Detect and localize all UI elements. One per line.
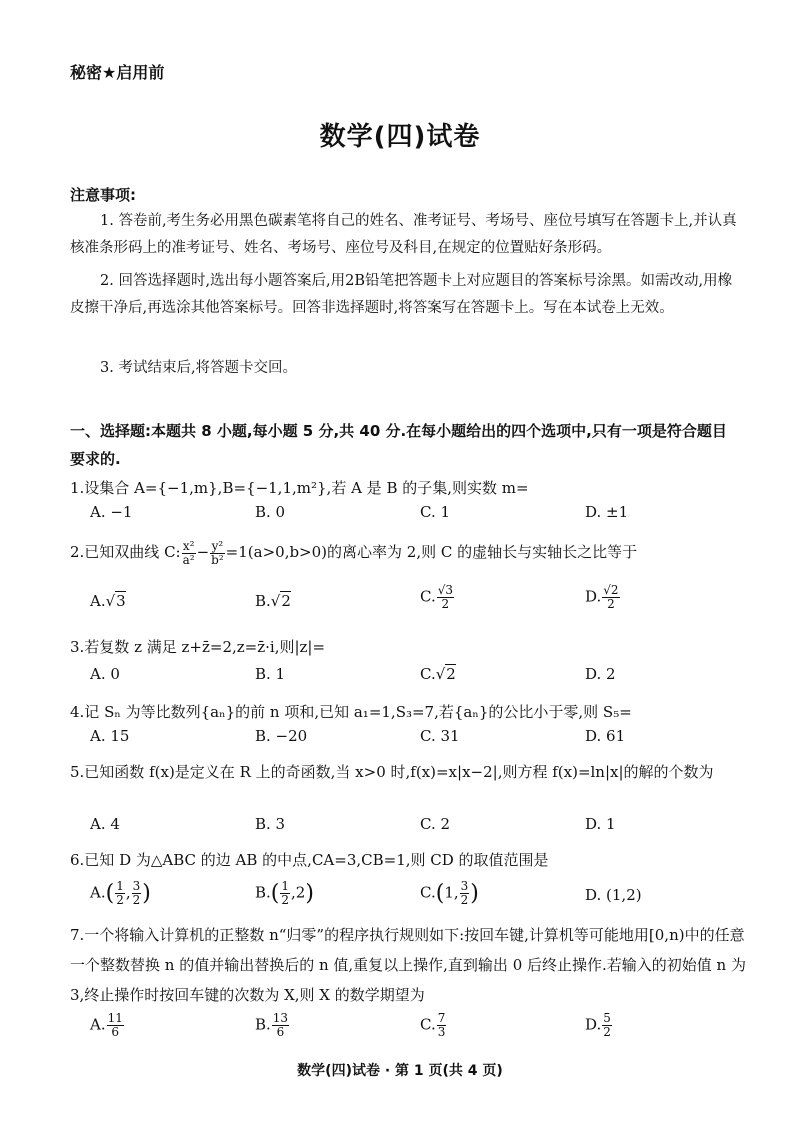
- q6-a-frac2: [132, 880, 142, 907]
- q6-c-head: 1,: [444, 883, 459, 902]
- q4-option-c: C. 31: [420, 727, 460, 745]
- q7-option-a: [90, 1012, 125, 1039]
- q2-b-sqrt: √: [270, 592, 281, 610]
- question-4-options: [90, 727, 750, 755]
- q6-a-f2-num: 3: [132, 879, 141, 893]
- q7-option-d: [585, 1012, 613, 1039]
- confidential-label: 秘密★启用前: [70, 63, 165, 82]
- q5-option-b: B. 3: [255, 815, 286, 833]
- q6-b-num: 1: [281, 879, 290, 893]
- q3-c-sqrt: √: [435, 665, 446, 683]
- q1-option-a: A. −1: [90, 503, 133, 521]
- q2-a-value: 3: [116, 592, 126, 610]
- question-5-options: [90, 815, 750, 843]
- q2-f2-den: b²: [211, 552, 224, 567]
- q7-a-den: 6: [111, 1025, 120, 1039]
- q2-f1-num: x²: [182, 538, 195, 553]
- q6-b-tail: ,2: [291, 883, 306, 902]
- question-6-stem: 6.已知 D 为△ABC 的边 AB 的中点,CA=3,CB=1,则 CD 的取值范围是: [70, 851, 549, 869]
- question-1-options: [90, 503, 750, 531]
- q2-f1-den: a²: [182, 552, 195, 567]
- q7-a-frac: [107, 1012, 124, 1039]
- q2-c-label: C.: [420, 587, 436, 606]
- q6-b-open: (: [270, 881, 280, 906]
- q6-option-b: [255, 880, 314, 907]
- q6-a-frac1: [115, 880, 125, 907]
- q3-c-label: C.: [420, 665, 436, 683]
- q2-d-num: √2: [603, 583, 619, 597]
- q6-c-frac: [460, 880, 470, 907]
- q7-a-label: A.: [90, 1015, 106, 1034]
- question-2-stem: [70, 538, 750, 567]
- q5-option-a: A. 4: [90, 815, 120, 833]
- q6-a-open: (: [105, 881, 115, 906]
- q6-a-comma: ,: [125, 883, 131, 902]
- q7-c-num: 7: [437, 1011, 446, 1025]
- q7-option-b: [255, 1012, 290, 1039]
- q2-fraction-y: [210, 540, 225, 567]
- page-footer: 数学(四)试卷 · 第 1 页(共 4 页): [297, 1063, 503, 1079]
- q3-option-d: D. 2: [585, 665, 616, 683]
- q7-c-label: C.: [420, 1015, 436, 1034]
- question-2-options: [90, 583, 750, 626]
- q2-b-value: 2: [281, 592, 291, 610]
- question-5-stem: 5.已知函数 f(x)是定义在 R 上的奇函数,当 x>0 时,f(x)=x|x−2|,则方程 f(x)=ln|x|的解的个数为: [70, 763, 714, 781]
- q6-a-f1-den: 2: [116, 893, 124, 907]
- q7-b-label: B.: [255, 1015, 271, 1034]
- q6-c-label: C.: [420, 883, 436, 902]
- q2-a-sqrt: √: [105, 592, 116, 610]
- q2-option-d: [585, 584, 621, 611]
- q6-c-den: 2: [460, 893, 469, 907]
- q4-option-d: D. 61: [585, 727, 626, 745]
- q2-d-den: 2: [607, 597, 615, 611]
- q6-a-close: ): [142, 881, 151, 906]
- question-6-options: [90, 880, 750, 914]
- q7-d-frac: [602, 1012, 612, 1039]
- q2-c-den: 2: [441, 597, 450, 611]
- q5-option-c: C. 2: [420, 815, 451, 833]
- q6-c-open: (: [435, 881, 445, 906]
- q1-option-c: C. 1: [420, 503, 451, 521]
- q2-minus: −: [196, 543, 210, 561]
- q2-d-fraction: [602, 584, 619, 611]
- q7-b-num: 13: [272, 1011, 289, 1025]
- q3-c-value: 2: [446, 665, 456, 683]
- q2-f2-num: y²: [211, 538, 224, 553]
- q6-c-num: 3: [460, 879, 469, 893]
- q2-option-b: [255, 592, 291, 610]
- q7-c-den: 3: [437, 1025, 446, 1039]
- q6-a-f1-num: 1: [116, 879, 124, 893]
- q3-option-a: A. 0: [90, 665, 120, 683]
- question-1-stem: 1.设集合 A={−1,m},B={−1,1,m²},若 A 是 B 的子集,则实数 m=: [70, 479, 529, 497]
- q7-c-frac: [437, 1012, 447, 1039]
- notice-item-2: 2. 回答选择题时,选出每小题答案后,用2B铅笔把答题卡上对应题目的答案标号涂黑。如需改动,用橡皮擦干净后,再选涂其他答案标号。回答非选择题时,将答案写在答题卡上。写在本试卷上无效。: [70, 273, 733, 316]
- q6-option-d: D. (1,2): [585, 886, 642, 904]
- q5-option-d: D. 1: [585, 815, 616, 833]
- q2-fraction-x: [182, 540, 196, 567]
- notice-item-3: 3. 考试结束后,将答题卡交回。: [100, 360, 298, 376]
- page-title: 数学(四)试卷: [319, 122, 481, 152]
- q3-option-c: [420, 665, 456, 683]
- q6-a-f2-den: 2: [132, 893, 141, 907]
- q7-b-den: 6: [276, 1025, 285, 1039]
- q2-c-num: √3: [437, 583, 453, 597]
- q6-option-c: [420, 880, 479, 907]
- q2-d-label: D.: [585, 587, 602, 606]
- notice-heading: 注意事项:: [70, 186, 136, 204]
- q4-option-a: A. 15: [90, 727, 130, 745]
- q2-option-c: [420, 584, 455, 611]
- q2-option-a: [90, 592, 126, 610]
- q2-a-label: A.: [90, 592, 106, 610]
- q6-b-frac: [280, 880, 290, 907]
- question-3-options: [90, 665, 750, 693]
- q7-b-frac: [272, 1012, 289, 1039]
- section-heading: 一、选择题:本题共 8 小题,每小题 5 分,共 40 分.在每小题给出的四个选项中,只有一项是符合题目要求的.: [70, 422, 727, 468]
- q1-option-b: B. 0: [255, 503, 286, 521]
- q2-tail: =1(a>0,b>0)的离心率为 2,则 C 的虚轴长与实轴长之比等于: [225, 543, 638, 561]
- q6-option-a: [90, 880, 151, 907]
- q1-option-d: D. ±1: [585, 503, 629, 521]
- q6-b-close: ): [305, 881, 314, 906]
- question-4-stem: 4.记 Sₙ 为等比数列{aₙ}的前 n 项和,已知 a₁=1,S₃=7,若{aₙ}的公比小于零,则 S₅=: [70, 703, 632, 721]
- question-7-stem: 7.一个将输入计算机的正整数 n“归零”的程序执行规则如下:按回车键,计算机等可能地用[0,n)中的任意一个整数替换 n 的值并输出替换后的 n 值,重复以上操作,直到输出 0 后终止操作.若输入的初始值 n 为 3,终止操作时按回车键的次数为 X,则 X 的数学期望为: [70, 926, 746, 1004]
- q6-a-label: A.: [90, 883, 106, 902]
- notice-item-1: 1. 答卷前,考生务必用黑色碳素笔将自己的姓名、准考证号、考场号、座位号填写在答题卡上,并认真核准条形码上的准考证号、姓名、考场号、座位号及科目,在规定的位置贴好条形码。: [70, 213, 737, 256]
- q6-b-label: B.: [255, 883, 271, 902]
- q7-d-label: D.: [585, 1015, 602, 1034]
- q6-b-den: 2: [281, 893, 290, 907]
- q2-b-label: B.: [255, 592, 271, 610]
- q7-option-c: [420, 1012, 447, 1039]
- question-3-stem: 3.若复数 z 满足 z+z̄=2,z=z̄·i,则|z|=: [70, 638, 326, 656]
- q7-d-den: 2: [603, 1025, 611, 1039]
- q7-d-num: 5: [603, 1011, 611, 1025]
- q6-c-close: ): [470, 881, 479, 906]
- q2-c-fraction: [437, 584, 454, 611]
- q4-option-b: B. −20: [255, 727, 308, 745]
- q2-lead: 2.已知双曲线 C:: [70, 543, 181, 561]
- q3-option-b: B. 1: [255, 665, 286, 683]
- question-7-options: [90, 1012, 750, 1046]
- q7-a-num: 11: [107, 1011, 123, 1025]
